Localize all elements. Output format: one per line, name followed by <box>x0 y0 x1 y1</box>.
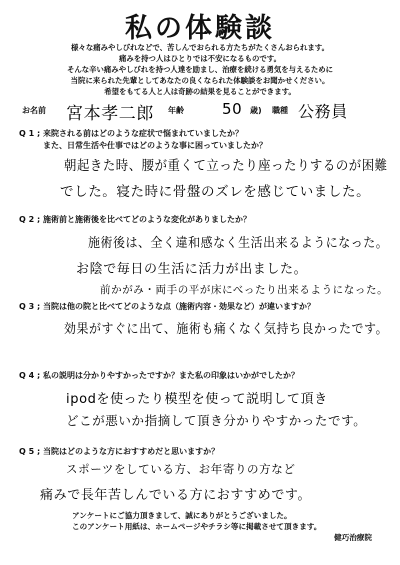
answer-line: 前かがみ・両手の平が床にべったり出来るようになった。 <box>100 284 389 296</box>
answer-line: スポーツをしている方、お年寄りの方など <box>66 462 296 476</box>
answer-line: 効果がすぐに出て、施術も痛くなく気持ち良かったです。 <box>64 322 389 337</box>
answer-line: でした。寝た時に骨盤のズレを感じていました。 <box>60 184 371 200</box>
question-number: Q 3 ; <box>19 302 41 311</box>
footer-line: アンケートにご協力頂きまして、誠にありがとうございました。 <box>72 511 292 520</box>
question-text: 施術前と施術後を比べてどのような変化がありましたか？ <box>43 215 251 224</box>
question-number: Q 5 ; <box>19 447 41 456</box>
question-text: 来院される前はどのような症状で悩まれていましたか？ <box>43 129 243 138</box>
footer <box>72 510 372 543</box>
name-value: 宮本孝二郎 <box>66 104 154 124</box>
question-2 <box>19 214 384 226</box>
age-value: 50 <box>222 100 243 118</box>
question-number: Q 1 ; <box>19 129 41 138</box>
profile-row <box>22 101 382 123</box>
question-text: 当院は他の院と比べてどのような点（施術内容・効果など）が違いますか？ <box>43 302 315 311</box>
question-text: 当院はどのような方におすすめだと思いますか？ <box>43 447 220 456</box>
intro-line: 様々な痛みやしびれなどで、苦しんでおられる方たちがたくさんおられます。 <box>71 43 329 52</box>
question-3 <box>19 301 384 313</box>
answer-line: 朝起きた時、腰が重くて立ったり座ったりするのが困難 <box>64 158 388 174</box>
intro-line: 当院に来られた先輩としてあなたの良くなられた体験談をお聞かせください。 <box>70 76 330 85</box>
answer-line: お陰で毎日の生活に活力が出ました。 <box>76 262 308 277</box>
age-label: 年齢 <box>168 106 184 115</box>
answer-line: ipodを使ったり模型を使って説明して頂き <box>66 392 328 407</box>
footer-line: このアンケート用紙は、ホームページやチラシ等に掲載させて頂きます。 <box>72 522 322 531</box>
intro-text <box>30 42 370 97</box>
question-number: Q 2 ; <box>19 215 41 224</box>
intro-line: 痛みを持つ人はひとりでは不安になるものです。 <box>118 54 281 63</box>
clinic-name: 健巧治療院 <box>334 533 372 542</box>
answer-line: 痛みで長年苦しんでいる方におすすめです。 <box>40 488 312 503</box>
question-number: Q 4 ; <box>19 371 41 380</box>
answer-line: 施術後は、全く違和感なく生活出来るようになった。 <box>88 236 389 251</box>
answer-line: どこが悪いか指摘して頂き分かりやすかったです。 <box>66 413 367 428</box>
question-text: また、日常生活や仕事ではどのような事に困っていましたか？ <box>43 141 267 150</box>
intro-line: そんな辛い痛みやしびれを持つ人達を励まし、治療を続ける勇気を与えるために <box>66 65 334 74</box>
name-label: お名前 <box>22 106 46 115</box>
job-label: 職種 <box>272 106 288 115</box>
question-5 <box>19 446 384 458</box>
question-1 <box>19 128 384 152</box>
question-4 <box>19 370 384 382</box>
age-unit: 歳) <box>250 106 262 115</box>
question-text: 私の説明は分かりやすかったですか？また私の印象はいかがでしたか？ <box>43 371 299 380</box>
job-value: 公務員 <box>298 102 348 121</box>
intro-line: 希望をもてる人と人は奇跡の結果を見ることができます。 <box>104 87 296 96</box>
page-title: 私の体験談 <box>125 13 275 44</box>
